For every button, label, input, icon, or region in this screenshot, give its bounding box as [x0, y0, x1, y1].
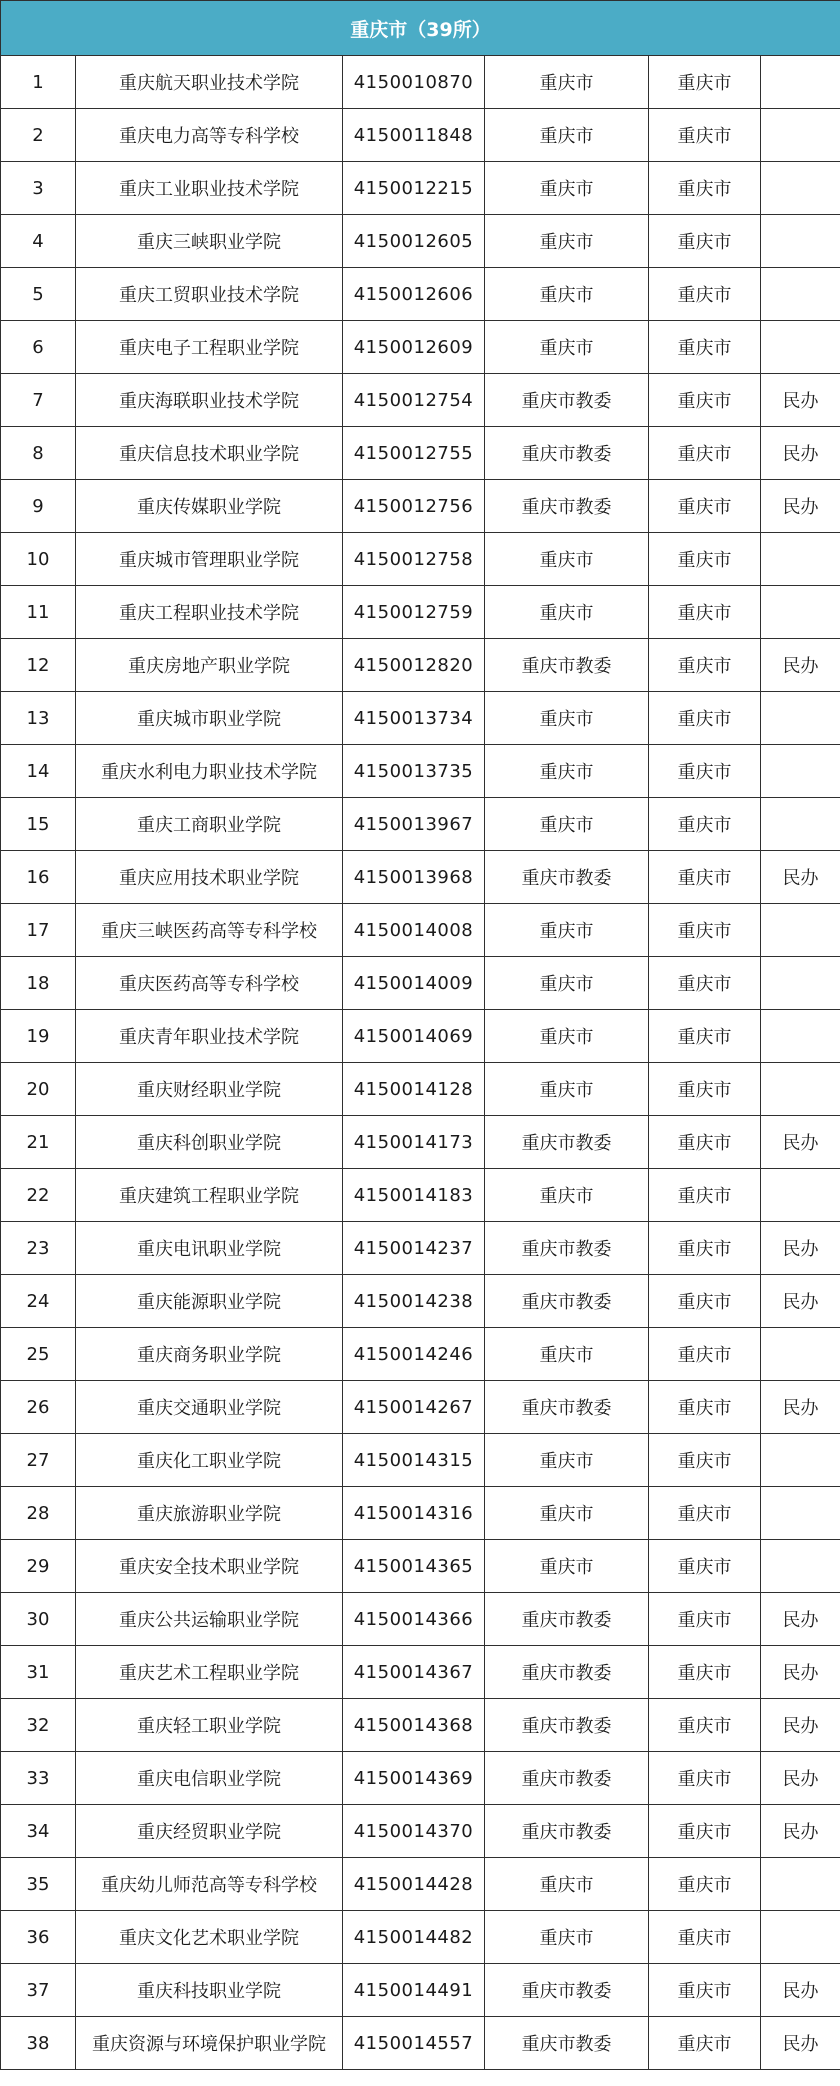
remark-cell — [761, 533, 840, 586]
department-cell: 重庆市 — [485, 1010, 649, 1063]
school-name-cell: 重庆电力高等专科学校 — [76, 109, 343, 162]
location-cell: 重庆市 — [649, 904, 761, 957]
department-cell: 重庆市 — [485, 1911, 649, 1964]
school-name-cell: 重庆电子工程职业学院 — [76, 321, 343, 374]
department-cell: 重庆市 — [485, 109, 649, 162]
school-code-cell: 4150014316 — [343, 1487, 485, 1540]
school-code-cell: 4150012606 — [343, 268, 485, 321]
location-cell: 重庆市 — [649, 1381, 761, 1434]
school-code-cell: 4150011848 — [343, 109, 485, 162]
school-name-cell: 重庆三峡职业学院 — [76, 215, 343, 268]
department-cell: 重庆市 — [485, 586, 649, 639]
remark-cell — [761, 321, 840, 374]
table-row — [1, 851, 840, 904]
school-name-cell: 重庆海联职业技术学院 — [76, 374, 343, 427]
location-cell: 重庆市 — [649, 851, 761, 904]
row-number-cell: 18 — [1, 957, 76, 1010]
school-code-cell: 4150012756 — [343, 480, 485, 533]
department-cell: 重庆市 — [485, 1063, 649, 1116]
remark-cell — [761, 1487, 840, 1540]
row-number-cell: 7 — [1, 374, 76, 427]
department-cell: 重庆市教委 — [485, 1222, 649, 1275]
table-row — [1, 1010, 840, 1063]
row-number-cell: 29 — [1, 1540, 76, 1593]
remark-cell: 民办 — [761, 1646, 840, 1699]
row-number-cell: 27 — [1, 1434, 76, 1487]
school-code-cell: 4150012609 — [343, 321, 485, 374]
school-code-cell: 4150014128 — [343, 1063, 485, 1116]
school-code-cell: 4150014482 — [343, 1911, 485, 1964]
table-row — [1, 1381, 840, 1434]
school-code-cell: 4150014315 — [343, 1434, 485, 1487]
table-row — [1, 1434, 840, 1487]
remark-cell — [761, 109, 840, 162]
table-row — [1, 1169, 840, 1222]
location-cell: 重庆市 — [649, 1487, 761, 1540]
row-number-cell: 34 — [1, 1805, 76, 1858]
remark-cell: 民办 — [761, 480, 840, 533]
location-cell: 重庆市 — [649, 957, 761, 1010]
table-row — [1, 480, 840, 533]
location-cell: 重庆市 — [649, 745, 761, 798]
department-cell: 重庆市 — [485, 1169, 649, 1222]
table-row — [1, 321, 840, 374]
school-name-cell: 重庆能源职业学院 — [76, 1275, 343, 1328]
table-row — [1, 215, 840, 268]
row-number-cell: 8 — [1, 427, 76, 480]
department-cell: 重庆市 — [485, 1487, 649, 1540]
row-number-cell: 6 — [1, 321, 76, 374]
table-row — [1, 1275, 840, 1328]
department-cell: 重庆市教委 — [485, 1805, 649, 1858]
department-cell: 重庆市 — [485, 215, 649, 268]
school-name-cell: 重庆文化艺术职业学院 — [76, 1911, 343, 1964]
school-code-cell: 4150014238 — [343, 1275, 485, 1328]
school-name-cell: 重庆房地产职业学院 — [76, 639, 343, 692]
school-name-cell: 重庆城市管理职业学院 — [76, 533, 343, 586]
row-number-cell: 33 — [1, 1752, 76, 1805]
row-number-cell: 4 — [1, 215, 76, 268]
department-cell: 重庆市 — [485, 533, 649, 586]
remark-cell — [761, 1010, 840, 1063]
school-name-cell: 重庆工贸职业技术学院 — [76, 268, 343, 321]
location-cell: 重庆市 — [649, 1752, 761, 1805]
school-code-cell: 4150014368 — [343, 1699, 485, 1752]
remark-cell: 民办 — [761, 1116, 840, 1169]
location-cell: 重庆市 — [649, 1540, 761, 1593]
school-code-cell: 4150014183 — [343, 1169, 485, 1222]
school-name-cell: 重庆商务职业学院 — [76, 1328, 343, 1381]
remark-cell — [761, 1328, 840, 1381]
remark-cell — [761, 162, 840, 215]
table-row — [1, 374, 840, 427]
school-code-cell: 4150014237 — [343, 1222, 485, 1275]
table-row — [1, 639, 840, 692]
department-cell: 重庆市 — [485, 1328, 649, 1381]
school-name-cell: 重庆经贸职业学院 — [76, 1805, 343, 1858]
school-name-cell: 重庆青年职业技术学院 — [76, 1010, 343, 1063]
table-row — [1, 692, 840, 745]
table-row — [1, 2017, 840, 2070]
school-code-cell: 4150012754 — [343, 374, 485, 427]
school-code-cell: 4150012215 — [343, 162, 485, 215]
row-number-cell: 25 — [1, 1328, 76, 1381]
department-cell: 重庆市教委 — [485, 480, 649, 533]
school-name-cell: 重庆工业职业技术学院 — [76, 162, 343, 215]
row-number-cell: 2 — [1, 109, 76, 162]
location-cell: 重庆市 — [649, 1911, 761, 1964]
row-number-cell: 13 — [1, 692, 76, 745]
location-cell: 重庆市 — [649, 1169, 761, 1222]
location-cell: 重庆市 — [649, 1434, 761, 1487]
remark-cell — [761, 268, 840, 321]
location-cell: 重庆市 — [649, 1805, 761, 1858]
school-code-cell: 4150013734 — [343, 692, 485, 745]
school-code-cell: 4150014173 — [343, 1116, 485, 1169]
school-name-cell: 重庆水利电力职业技术学院 — [76, 745, 343, 798]
school-name-cell: 重庆电信职业学院 — [76, 1752, 343, 1805]
school-code-cell: 4150014365 — [343, 1540, 485, 1593]
remark-cell: 民办 — [761, 1699, 840, 1752]
table-row — [1, 1858, 840, 1911]
location-cell: 重庆市 — [649, 1222, 761, 1275]
department-cell: 重庆市 — [485, 56, 649, 109]
department-cell: 重庆市 — [485, 1540, 649, 1593]
row-number-cell: 3 — [1, 162, 76, 215]
school-code-cell: 4150014491 — [343, 1964, 485, 2017]
row-number-cell: 38 — [1, 2017, 76, 2070]
school-code-cell: 4150013968 — [343, 851, 485, 904]
table-row — [1, 745, 840, 798]
location-cell: 重庆市 — [649, 427, 761, 480]
department-cell: 重庆市教委 — [485, 851, 649, 904]
location-cell: 重庆市 — [649, 1116, 761, 1169]
school-code-cell: 4150014246 — [343, 1328, 485, 1381]
department-cell: 重庆市教委 — [485, 639, 649, 692]
school-name-cell: 重庆应用技术职业学院 — [76, 851, 343, 904]
school-code-cell: 4150013967 — [343, 798, 485, 851]
row-number-cell: 20 — [1, 1063, 76, 1116]
school-name-cell: 重庆轻工职业学院 — [76, 1699, 343, 1752]
location-cell: 重庆市 — [649, 109, 761, 162]
location-cell: 重庆市 — [649, 1964, 761, 2017]
remark-cell: 民办 — [761, 1222, 840, 1275]
row-number-cell: 11 — [1, 586, 76, 639]
school-code-cell: 4150013735 — [343, 745, 485, 798]
row-number-cell: 9 — [1, 480, 76, 533]
location-cell: 重庆市 — [649, 692, 761, 745]
school-name-cell: 重庆化工职业学院 — [76, 1434, 343, 1487]
table-row — [1, 162, 840, 215]
school-code-cell: 4150014267 — [343, 1381, 485, 1434]
row-number-cell: 30 — [1, 1593, 76, 1646]
row-number-cell: 12 — [1, 639, 76, 692]
location-cell: 重庆市 — [649, 480, 761, 533]
row-number-cell: 24 — [1, 1275, 76, 1328]
remark-cell — [761, 586, 840, 639]
department-cell: 重庆市 — [485, 904, 649, 957]
remark-cell — [761, 692, 840, 745]
row-number-cell: 23 — [1, 1222, 76, 1275]
row-number-cell: 17 — [1, 904, 76, 957]
department-cell: 重庆市教委 — [485, 427, 649, 480]
school-name-cell: 重庆幼儿师范高等专科学校 — [76, 1858, 343, 1911]
department-cell: 重庆市教委 — [485, 1699, 649, 1752]
remark-cell: 民办 — [761, 851, 840, 904]
row-number-cell: 31 — [1, 1646, 76, 1699]
location-cell: 重庆市 — [649, 1646, 761, 1699]
remark-cell — [761, 798, 840, 851]
location-cell: 重庆市 — [649, 162, 761, 215]
table-row — [1, 1646, 840, 1699]
school-code-cell: 4150014369 — [343, 1752, 485, 1805]
school-name-cell: 重庆公共运输职业学院 — [76, 1593, 343, 1646]
school-name-cell: 重庆电讯职业学院 — [76, 1222, 343, 1275]
school-name-cell: 重庆艺术工程职业学院 — [76, 1646, 343, 1699]
school-name-cell: 重庆建筑工程职业学院 — [76, 1169, 343, 1222]
table-row — [1, 1805, 840, 1858]
row-number-cell: 37 — [1, 1964, 76, 2017]
location-cell: 重庆市 — [649, 268, 761, 321]
table-row — [1, 1328, 840, 1381]
remark-cell: 民办 — [761, 1805, 840, 1858]
department-cell: 重庆市 — [485, 692, 649, 745]
location-cell: 重庆市 — [649, 321, 761, 374]
row-number-cell: 36 — [1, 1911, 76, 1964]
school-code-cell: 4150012820 — [343, 639, 485, 692]
table-row — [1, 1593, 840, 1646]
table-row — [1, 904, 840, 957]
row-number-cell: 26 — [1, 1381, 76, 1434]
table-body — [1, 56, 840, 2070]
remark-cell: 民办 — [761, 1964, 840, 2017]
school-code-cell: 4150014069 — [343, 1010, 485, 1063]
remark-cell — [761, 1911, 840, 1964]
school-name-cell: 重庆传媒职业学院 — [76, 480, 343, 533]
school-name-cell: 重庆科创职业学院 — [76, 1116, 343, 1169]
row-number-cell: 22 — [1, 1169, 76, 1222]
school-code-cell: 4150014008 — [343, 904, 485, 957]
department-cell: 重庆市 — [485, 162, 649, 215]
school-name-cell: 重庆医药高等专科学校 — [76, 957, 343, 1010]
table-row — [1, 1116, 840, 1169]
school-name-cell: 重庆工程职业技术学院 — [76, 586, 343, 639]
location-cell: 重庆市 — [649, 374, 761, 427]
school-name-cell: 重庆工商职业学院 — [76, 798, 343, 851]
table-row — [1, 1540, 840, 1593]
department-cell: 重庆市 — [485, 1858, 649, 1911]
location-cell: 重庆市 — [649, 1858, 761, 1911]
department-cell: 重庆市教委 — [485, 1646, 649, 1699]
table-row — [1, 1487, 840, 1540]
remark-cell: 民办 — [761, 1593, 840, 1646]
row-number-cell: 14 — [1, 745, 76, 798]
school-name-cell: 重庆航天职业技术学院 — [76, 56, 343, 109]
location-cell: 重庆市 — [649, 1063, 761, 1116]
remark-cell — [761, 56, 840, 109]
location-cell: 重庆市 — [649, 798, 761, 851]
table-row — [1, 533, 840, 586]
remark-cell — [761, 904, 840, 957]
remark-cell — [761, 1858, 840, 1911]
school-code-cell: 4150012758 — [343, 533, 485, 586]
school-code-cell: 4150014557 — [343, 2017, 485, 2070]
department-cell: 重庆市 — [485, 321, 649, 374]
school-code-cell: 4150010870 — [343, 56, 485, 109]
table-row — [1, 957, 840, 1010]
remark-cell — [761, 1540, 840, 1593]
row-number-cell: 1 — [1, 56, 76, 109]
title-row — [1, 1, 840, 56]
remark-cell: 民办 — [761, 1752, 840, 1805]
remark-cell — [761, 1063, 840, 1116]
school-name-cell: 重庆财经职业学院 — [76, 1063, 343, 1116]
school-name-cell: 重庆科技职业学院 — [76, 1964, 343, 2017]
table-row — [1, 798, 840, 851]
school-code-cell: 4150012605 — [343, 215, 485, 268]
row-number-cell: 10 — [1, 533, 76, 586]
school-code-cell: 4150014428 — [343, 1858, 485, 1911]
location-cell: 重庆市 — [649, 215, 761, 268]
school-code-cell: 4150014009 — [343, 957, 485, 1010]
location-cell: 重庆市 — [649, 1010, 761, 1063]
remark-cell — [761, 1169, 840, 1222]
location-cell: 重庆市 — [649, 56, 761, 109]
department-cell: 重庆市 — [485, 957, 649, 1010]
row-number-cell: 32 — [1, 1699, 76, 1752]
table-row — [1, 427, 840, 480]
row-number-cell: 16 — [1, 851, 76, 904]
remark-cell — [761, 745, 840, 798]
location-cell: 重庆市 — [649, 1593, 761, 1646]
school-code-cell: 4150014366 — [343, 1593, 485, 1646]
department-cell: 重庆市 — [485, 1434, 649, 1487]
school-name-cell: 重庆城市职业学院 — [76, 692, 343, 745]
row-number-cell: 28 — [1, 1487, 76, 1540]
department-cell: 重庆市教委 — [485, 1964, 649, 2017]
department-cell: 重庆市教委 — [485, 1381, 649, 1434]
remark-cell: 民办 — [761, 2017, 840, 2070]
department-cell: 重庆市教委 — [485, 1593, 649, 1646]
location-cell: 重庆市 — [649, 1275, 761, 1328]
table-row — [1, 1964, 840, 2017]
remark-cell — [761, 1434, 840, 1487]
row-number-cell: 15 — [1, 798, 76, 851]
table-row — [1, 1699, 840, 1752]
table-title: 重庆市（39所） — [1, 1, 840, 56]
school-name-cell: 重庆交通职业学院 — [76, 1381, 343, 1434]
remark-cell: 民办 — [761, 1381, 840, 1434]
school-name-cell: 重庆三峡医药高等专科学校 — [76, 904, 343, 957]
school-name-cell: 重庆信息技术职业学院 — [76, 427, 343, 480]
school-code-cell: 4150012755 — [343, 427, 485, 480]
table-row — [1, 109, 840, 162]
school-name-cell: 重庆资源与环境保护职业学院 — [76, 2017, 343, 2070]
school-code-cell: 4150014367 — [343, 1646, 485, 1699]
row-number-cell: 5 — [1, 268, 76, 321]
remark-cell — [761, 957, 840, 1010]
remark-cell: 民办 — [761, 1275, 840, 1328]
table-row — [1, 1911, 840, 1964]
location-cell: 重庆市 — [649, 533, 761, 586]
remark-cell — [761, 215, 840, 268]
department-cell: 重庆市教委 — [485, 1275, 649, 1328]
location-cell: 重庆市 — [649, 639, 761, 692]
table-row — [1, 56, 840, 109]
school-code-cell: 4150014370 — [343, 1805, 485, 1858]
location-cell: 重庆市 — [649, 1699, 761, 1752]
table-row — [1, 268, 840, 321]
department-cell: 重庆市 — [485, 745, 649, 798]
school-code-cell: 4150012759 — [343, 586, 485, 639]
department-cell: 重庆市教委 — [485, 2017, 649, 2070]
school-name-cell: 重庆旅游职业学院 — [76, 1487, 343, 1540]
table-row — [1, 1222, 840, 1275]
department-cell: 重庆市教委 — [485, 374, 649, 427]
table-row — [1, 586, 840, 639]
row-number-cell: 19 — [1, 1010, 76, 1063]
location-cell: 重庆市 — [649, 2017, 761, 2070]
table-row — [1, 1063, 840, 1116]
remark-cell: 民办 — [761, 374, 840, 427]
location-cell: 重庆市 — [649, 586, 761, 639]
department-cell: 重庆市 — [485, 798, 649, 851]
remark-cell: 民办 — [761, 639, 840, 692]
location-cell: 重庆市 — [649, 1328, 761, 1381]
department-cell: 重庆市教委 — [485, 1116, 649, 1169]
department-cell: 重庆市 — [485, 268, 649, 321]
table-row — [1, 1752, 840, 1805]
row-number-cell: 35 — [1, 1858, 76, 1911]
row-number-cell: 21 — [1, 1116, 76, 1169]
remark-cell: 民办 — [761, 427, 840, 480]
department-cell: 重庆市教委 — [485, 1752, 649, 1805]
school-name-cell: 重庆安全技术职业学院 — [76, 1540, 343, 1593]
